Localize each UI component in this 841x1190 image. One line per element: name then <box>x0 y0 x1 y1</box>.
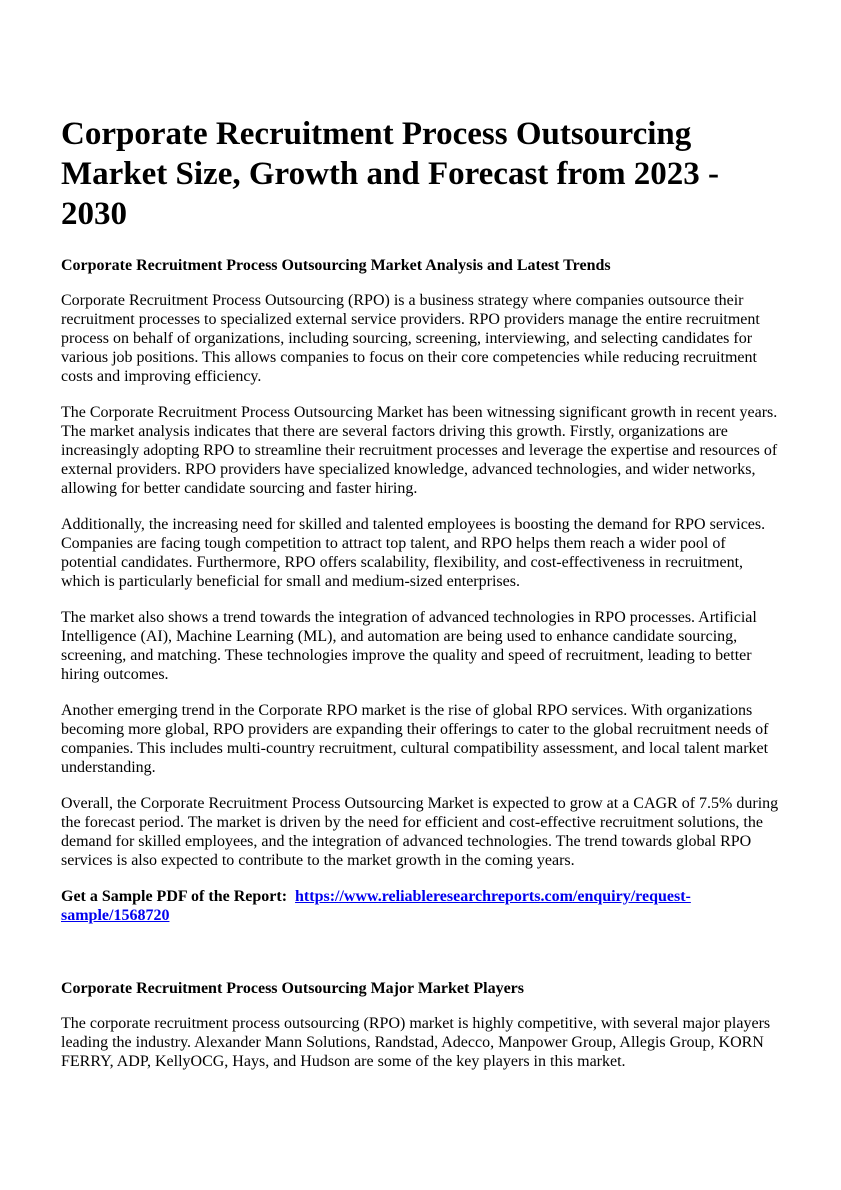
sample-pdf-label: Get a Sample PDF of the Report: <box>61 888 288 905</box>
paragraph-rpo-definition: Corporate Recruitment Process Outsourcing (RPO) is a business strategy where companies outsource their recruitment processes to specialized external service providers. RPO providers manage the entire recruitment process on behalf of organizations, including sourcing, screening, interviewing, and selecting candidates for various job positions. This allows companies to focus on their core competencies while reducing recruitment costs and improving efficiency. <box>61 292 760 385</box>
document-body <box>61 114 783 1088</box>
paragraph-global-trend: Another emerging trend in the Corporate RPO market is the rise of global RPO services. With organizations becoming more global, RPO providers are expanding their offerings to cater to the global recruitment needs of companies. This includes multi-country recruitment, cultural compatibility assessment, and local talent market understanding. <box>61 702 769 776</box>
section-heading-analysis: Corporate Recruitment Process Outsourcing Market Analysis and Latest Trends <box>61 257 611 274</box>
section-heading-players: Corporate Recruitment Process Outsourcing Major Market Players <box>61 980 524 997</box>
paragraph-major-players: The corporate recruitment process outsourcing (RPO) market is highly competitive, with several major players leading the industry. Alexander Mann Solutions, Randstad, Adecco, Manpower Group, Allegis Group, KORN FERRY, ADP, KellyOCG, Hays, and Hudson are some of the key players in this market. <box>61 1015 771 1070</box>
paragraph-skilled-demand: Additionally, the increasing need for skilled and talented employees is boosting the demand for RPO services. Companies are facing tough competition to attract top talent, and RPO helps them reach a wider pool of potential candidates. Furthermore, RPO offers scalability, flexibility, and cost-effectiveness in recruitment, which is particularly beneficial for small and medium-sized enterprises. <box>61 516 766 590</box>
paragraph-overall-cagr: Overall, the Corporate Recruitment Process Outsourcing Market is expected to grow at a CAGR of 7.5% during the forecast period. The market is driven by the need for efficient and cost-effective recruitment solutions, the demand for skilled employees, and the integration of advanced technologies. The trend towards global RPO services is also expected to contribute to the market growth in the coming years. <box>61 795 779 869</box>
section-spacer <box>61 925 783 979</box>
page-title: Corporate Recruitment Process Outsourcing Market Size, Growth and Forecast from 2023 - 2030 <box>61 116 720 232</box>
sample-pdf-link[interactable]: https://www.reliableresearchreports.com/enquiry/request-sample/1568720 <box>61 888 691 924</box>
paragraph-technology-trend: The market also shows a trend towards the integration of advanced technologies in RPO processes. Artificial Intelligence (AI), Machine Learning (ML), and automation are being used to enhance candidate sourcing, screening, and matching. These technologies improve the quality and speed of recruitment, leading to better hiring outcomes. <box>61 609 757 683</box>
sample-pdf-line <box>61 887 783 925</box>
paragraph-market-growth: The Corporate Recruitment Process Outsourcing Market has been witnessing significant growth in recent years. The market analysis indicates that there are several factors driving this growth. Firstly, organizations are increasingly adopting RPO to streamline their recruitment processes and leverage the expertise and resources of external providers. RPO providers have specialized knowledge, advanced technologies, and wider networks, allowing for better candidate sourcing and faster hiring. <box>61 404 778 497</box>
